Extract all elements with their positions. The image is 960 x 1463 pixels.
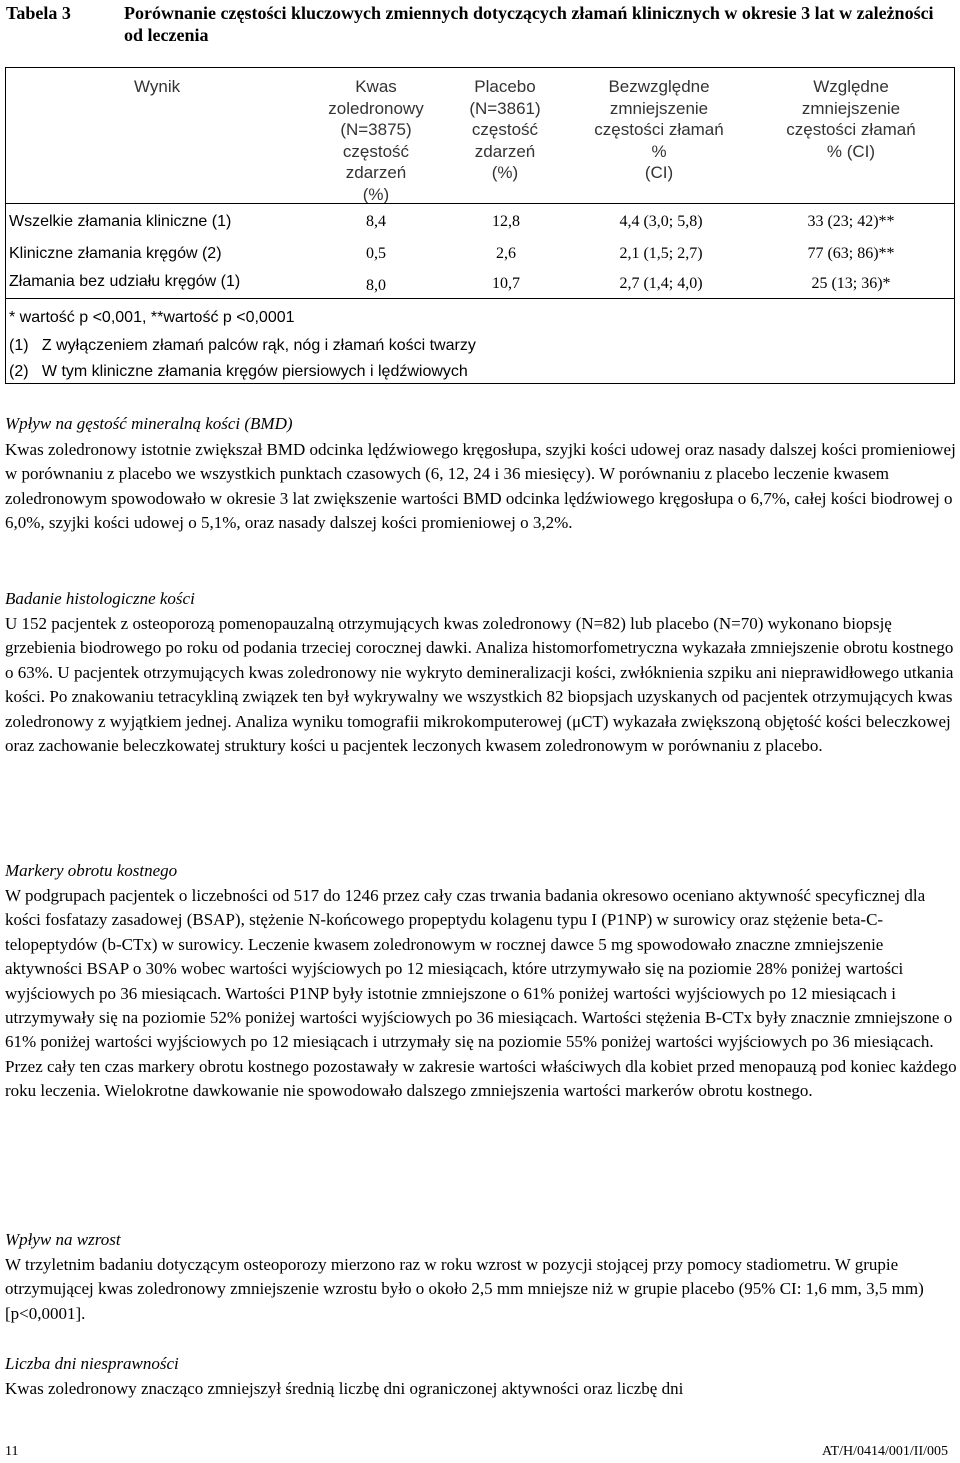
cell-zoledronic: 8,0 xyxy=(366,277,386,294)
document-id: AT/H/0414/001/II/005 xyxy=(822,1444,948,1459)
section-body-bmd: Kwas zoledronowy istotnie zwiększał BMD odcinka lędźwiowego kręgosłupa, szyjki kości udowej oraz nasady dalszej kości promieniowej w porównaniu z placebo we wszystkich punktach czasowych (6, 12, 24 i 36 miesięcy). W porównaniu z placebo leczenie kwasem zoledronowym spowodowało w okresie 3 lat zwiększenie wartości BMD odcinka lędźwiowego kręgosłupa o 6,7%, całej kości biodrowej o 6,0%, szyjki kości udowej o 5,1%, oraz nasady dalszej kości promieniowej o 3,2%. xyxy=(5,440,956,533)
cell-absolute: 2,1 (1,5; 2,7) xyxy=(619,245,703,262)
cell-absolute: 2,7 (1,4; 4,0) xyxy=(619,275,703,292)
section-body-disability: Kwas zoledronowy znacząco zmniejszył średnią liczbę dni ograniczonej aktywności oraz liczbę dni xyxy=(5,1379,684,1398)
header-relative-reduction: Względne zmniejszenie częstości złamań % (CI) xyxy=(786,77,916,161)
header-absolute-reduction: Bezwzględne zmniejszenie częstości złamań % (CI) xyxy=(594,77,724,182)
section-title-disability: Liczba dni niesprawności xyxy=(5,1354,179,1373)
section-body-markers: W podgrupach pacjentek o liczebności od 517 do 1246 przez cały czas trwania badania okresowo oceniano aktywność specyficznej dla kości fosfatazy zasadowej (BSAP), stężenie N-końcowego propeptydu kolagenu typu I (P1NP) w surowicy oraz stężenie beta-C-telopeptydów (b-CTx) w surowicy. Leczenie kwasem zoledronowym w rocznej dawce 5 mg spowodowało znaczne zmniejszenie aktywności BSAP o 30% wobec wartości wyjściowych po 12 miesiącach, które utrzymywało się na poziomie 28% poniżej wartości wyjściowych po 36 miesiącach. Wartości P1NP były istotnie zmniejszone o 61% poniżej wartości wyjściowych po 12 miesiącach i utrzymywały się na poziomie 52% poniżej wartości wyjściowych po 36 miesiącach. Wartości stężenia B-CTx były znacznie zmniejszone o 61% poniżej wartości wyjściowych po 12 miesiącach i utrzymały się na poziomie 55% poniżej wartości wyjściowych po 36 miesiącach. Przez cały ten czas markery obrotu kostnego pozostawały w zakresie wartości właściwych dla kobiet przed menopauzą pod koniec każdego roku leczenia. Wielokrotne dawkowanie nie spowodowało dalszego zmniejszenia wartości markerów obrotu kostnego. xyxy=(5,886,957,1101)
cell-absolute: 4,4 (3,0; 5,8) xyxy=(619,213,703,230)
cell-relative: 25 (13; 36)* xyxy=(811,275,891,292)
header-wynik: Wynik xyxy=(134,77,181,96)
row-label: Wszelkie złamania kliniczne (1) xyxy=(9,213,232,230)
section-title-markers: Markery obrotu kostnego xyxy=(5,861,178,880)
section-title-bmd: Wpływ na gęstość mineralną kości (BMD) xyxy=(5,414,293,433)
section-body-histology: U 152 pacjentek z osteoporozą pomenopauzalną otrzymujących kwas zoledronowy (N=82) lub placebo (N=70) wykonano biopsję grzebienia biodrowego po roku od podania trzeciej corocznej dawki. Analiza histomorfometryczna wykazała zmniejszenie obrotu kostnego o 63%. U pacjentek otrzymujących kwas zoledronowy nie wykryto demineralizacji kości, zwłóknienia szpiku ani nieprawidłowego utkania kości. Po znakowaniu tetracykliną związek ten był wykrywalny we wszystkich 82 biopsjach uzyskanych od pacjentek otrzymujących kwas zoledronowy z wyjątkiem jednej. Analiza wyniku tomografii mikrokomputerowej (μCT) wykazała zwiększoną objętość kości beleczkowej oraz zachowanie beleczkowatej struktury kości u pacjentek leczonych kwasem zoledronowym w porównaniu z placebo. xyxy=(5,614,954,756)
footnote-divider xyxy=(6,298,954,299)
section-body-height: W trzyletnim badaniu dotyczącym osteoporozy mierzono raz w roku wzrost w pozycji stojącej przy pomocy stadiometru. W grupie otrzymującej kwas zoledronowy zmniejszenie wzrostu było o około 2,5 mm mniejsze niż w grupie placebo (95% CI: 1,6 mm, 3,5 mm) [p<0,0001]. xyxy=(5,1255,924,1323)
section-title-histology: Badanie histologiczne kości xyxy=(5,589,195,608)
row-label: Kliniczne złamania kręgów (2) xyxy=(9,245,222,262)
cell-placebo: 2,6 xyxy=(496,245,516,262)
header-divider xyxy=(6,203,954,204)
table-title: Porównanie częstości kluczowych zmiennych dotyczących złamań klinicznych w okresie 3 lat w zależności od leczenia xyxy=(124,3,934,45)
header-placebo: Placebo (N=3861) częstość zdarzeń (%) xyxy=(469,77,541,182)
footnote-2: (2) W tym kliniczne złamania kręgów piersiowych i lędźwiowych xyxy=(9,363,468,380)
cell-relative: 33 (23; 42)** xyxy=(807,213,895,230)
cell-relative: 77 (63; 86)** xyxy=(807,245,895,262)
cell-placebo: 12,8 xyxy=(492,213,520,230)
footnote-1: (1) Z wyłączeniem złamań palców rąk, nóg i złamań kości twarzy xyxy=(9,337,476,354)
section-title-height: Wpływ na wzrost xyxy=(5,1230,121,1249)
cell-zoledronic: 8,4 xyxy=(366,213,386,230)
header-zoledronic: Kwas zoledronowy (N=3875) częstość zdarzeń (%) xyxy=(328,77,424,204)
footnote-significance: * wartość p <0,001, **wartość p <0,0001 xyxy=(9,309,295,326)
page-number: 11 xyxy=(5,1444,19,1459)
row-label: Złamania bez udziału kręgów (1) xyxy=(9,273,241,290)
cell-placebo: 10,7 xyxy=(492,275,520,292)
cell-zoledronic: 0,5 xyxy=(366,245,386,262)
results-table xyxy=(5,67,955,384)
table-label: Tabela 3 xyxy=(6,3,71,23)
